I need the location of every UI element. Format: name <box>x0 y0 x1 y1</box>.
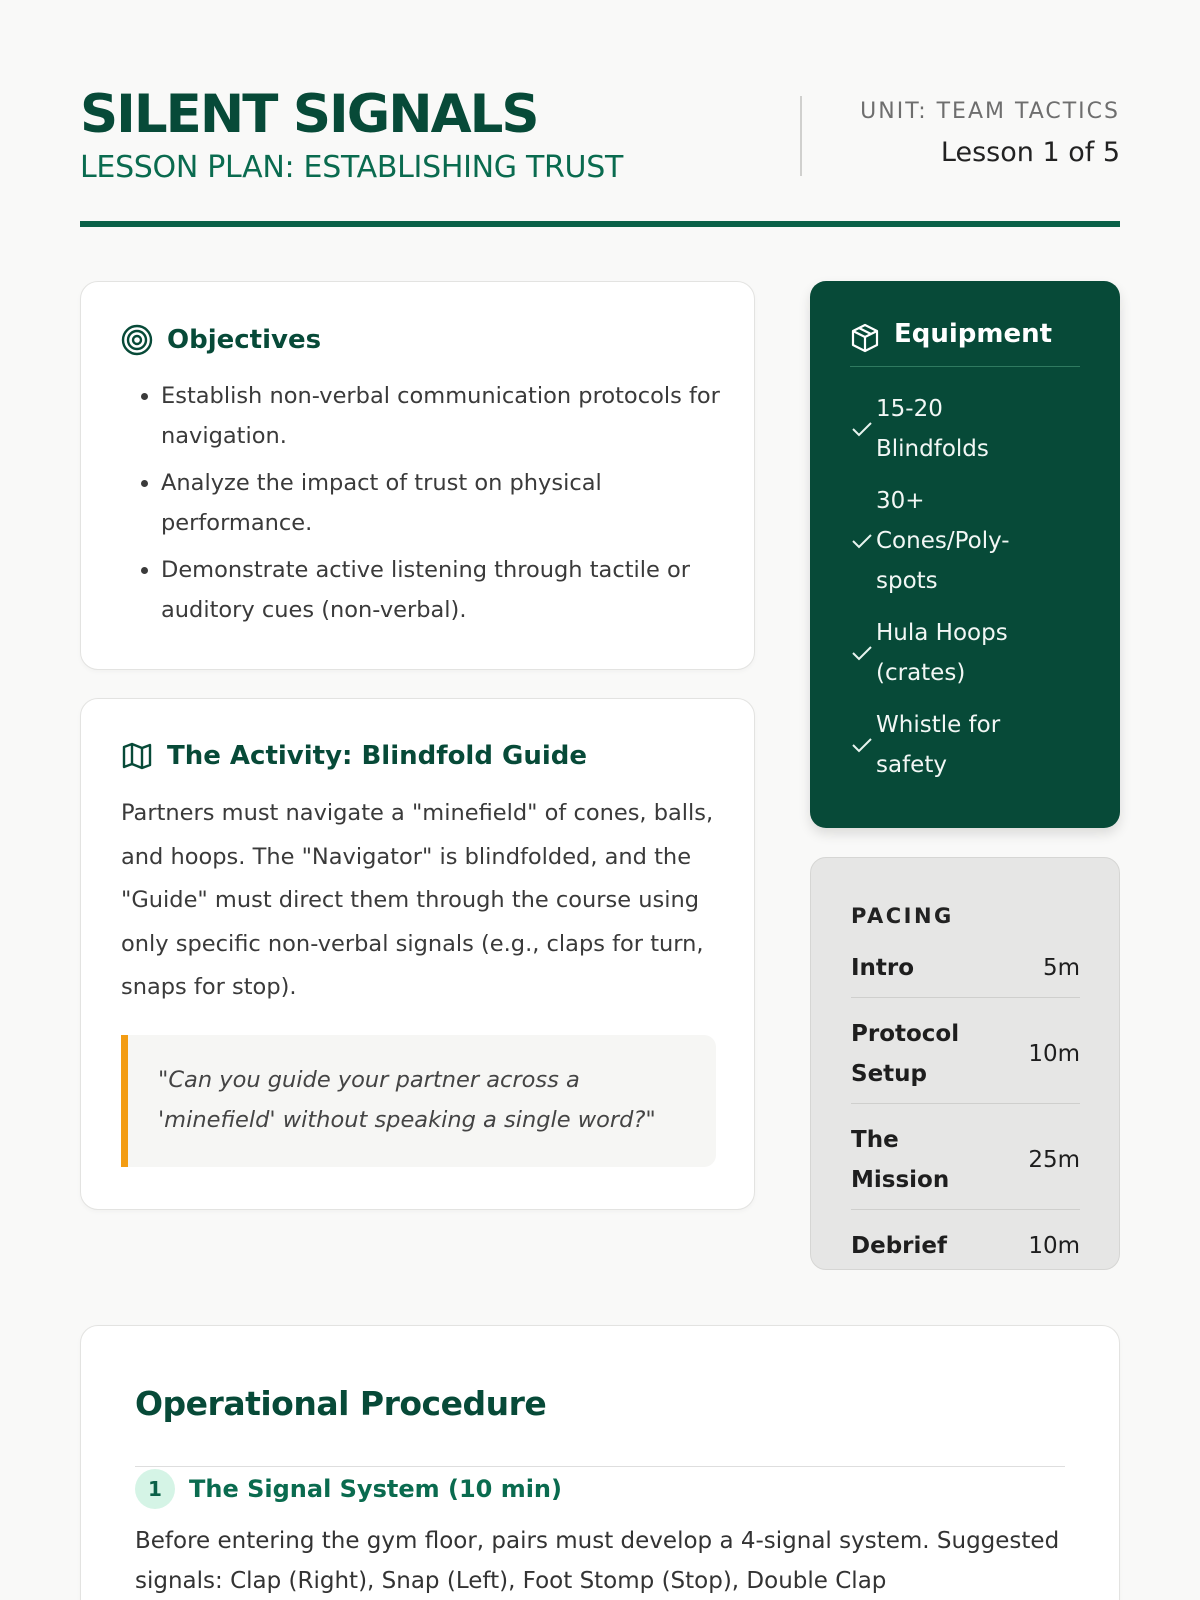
objectives-card <box>80 281 755 670</box>
check-icon <box>850 531 876 551</box>
pacing-row-time: 5m <box>1042 955 1080 981</box>
equipment-item <box>850 705 1090 785</box>
lesson-plan-page <box>80 0 1120 1600</box>
objective-item: • Establish non-verbal communication protocols for navigation. <box>161 376 721 456</box>
pacing-panel <box>810 857 1120 1270</box>
pacing-row-label: Intro <box>851 955 915 981</box>
check-icon <box>850 735 876 755</box>
page-title: SILENT SIGNALS <box>80 84 538 145</box>
check-icon <box>850 419 876 439</box>
header-divider <box>800 96 802 176</box>
equipment-item <box>850 389 1090 469</box>
objectives-heading <box>121 324 321 356</box>
step-number-badge: 1 <box>135 1469 175 1509</box>
objectives-list <box>161 376 721 637</box>
equipment-heading <box>850 319 1080 367</box>
pacing-row-label: Debrief <box>851 1233 947 1259</box>
page-header <box>80 0 1120 227</box>
activity-title: The Activity: Blindfold Guide <box>167 741 588 771</box>
procedure-card <box>80 1325 1120 1600</box>
map-icon <box>121 741 153 771</box>
pacing-row <box>851 1210 1080 1275</box>
equipment-item <box>850 613 1090 693</box>
equipment-item-label: 30+ Cones/Poly-spots <box>876 488 1010 594</box>
equipment-item <box>850 481 1090 601</box>
pacing-row <box>851 1104 1080 1210</box>
procedure-step-heading <box>135 1469 562 1509</box>
activity-description: Partners must navigate a "minefield" of cones, balls, and hoops. The "Navigator" is blindfolded, and the "Guide" must direct them through the course using only specific non-verbal signals (e.g., claps for turn, snaps for stop). <box>121 800 714 1000</box>
activity-heading <box>121 741 587 771</box>
pacing-row-label: Protocol Setup <box>851 1021 960 1087</box>
pacing-row-time: 10m <box>1028 1233 1080 1259</box>
pacing-row <box>851 940 1080 998</box>
equipment-item-label: 15-20 Blindfolds <box>876 396 989 462</box>
equipment-list <box>850 389 1090 797</box>
step-title: The Signal System (10 min) <box>189 1475 562 1503</box>
activity-quote: "Can you guide your partner across a 'minefield' without speaking a single word?" <box>121 1035 716 1167</box>
box-icon <box>850 323 880 353</box>
pacing-title: PACING <box>851 904 954 928</box>
objectives-title: Objectives <box>167 325 322 355</box>
equipment-title: Equipment <box>894 319 1053 349</box>
lesson-number: Lesson 1 of 5 <box>940 137 1120 168</box>
pacing-row-time: 25m <box>1028 1147 1080 1173</box>
pacing-row-time: 10m <box>1028 1041 1080 1067</box>
pacing-row-label: The Mission <box>851 1127 950 1193</box>
check-icon <box>850 643 876 663</box>
pacing-row <box>851 998 1080 1104</box>
pacing-rows <box>851 940 1080 1275</box>
objective-item: • Demonstrate active listening through tactile or auditory cues (non-verbal). <box>161 550 721 630</box>
target-icon <box>121 324 153 356</box>
equipment-item-label: Hula Hoops (crates) <box>876 620 1008 686</box>
equipment-item-label: Whistle for safety <box>876 712 1001 778</box>
activity-card <box>80 698 755 1210</box>
objective-item: • Analyze the impact of trust on physical performance. <box>161 463 721 543</box>
step-text: Before entering the gym floor, pairs must develop a 4-signal system. Suggested signals: Clap (Right), Snap (Left), Foot Stomp (Stop), Double Clap <box>135 1528 1060 1594</box>
equipment-panel <box>810 281 1120 828</box>
unit-label: UNIT: TEAM TACTICS <box>860 99 1120 124</box>
page-subtitle: LESSON PLAN: ESTABLISHING TRUST <box>80 150 623 185</box>
procedure-title: Operational Procedure <box>135 1384 1065 1467</box>
